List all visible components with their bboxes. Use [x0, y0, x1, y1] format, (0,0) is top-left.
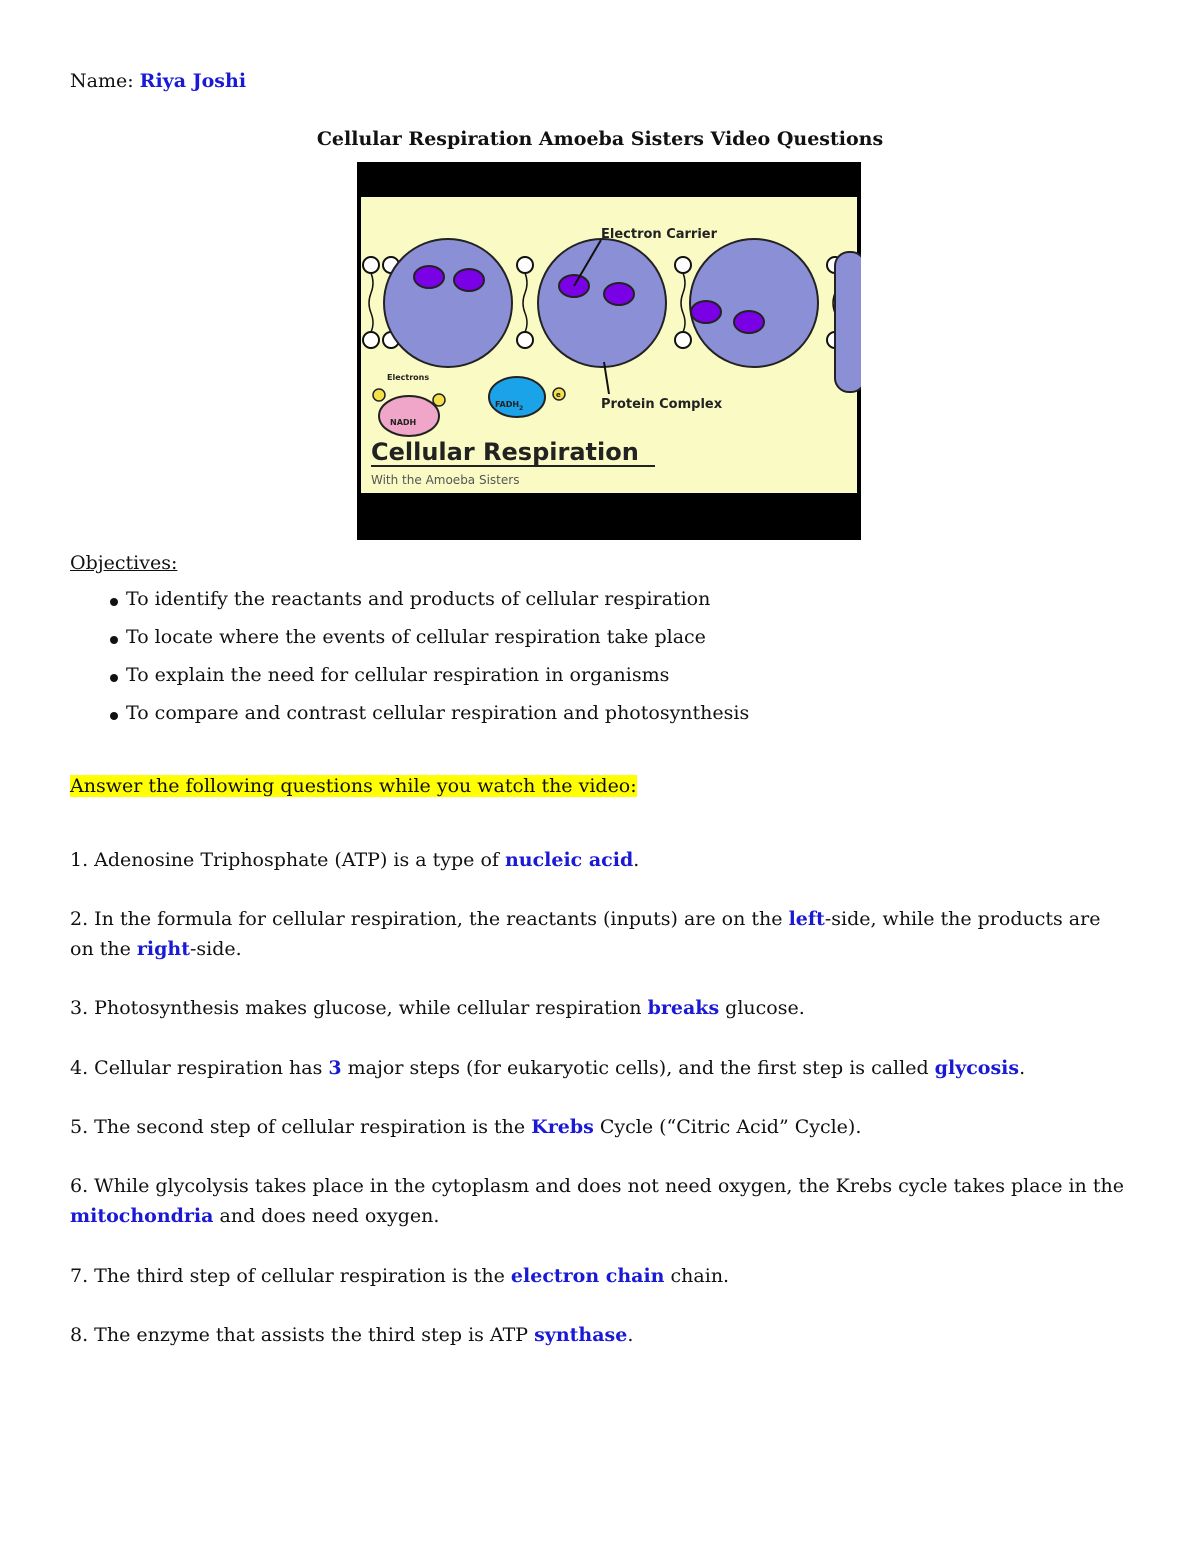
thumbnail-caption: Cellular Respiration [371, 438, 639, 466]
cellular-respiration-illustration [357, 162, 861, 540]
electrons-label: Electrons [387, 373, 430, 382]
instruction-line [70, 775, 637, 797]
video-thumbnail[interactable] [357, 162, 861, 540]
question-3: 3. Photosynthesis makes glucose, while cellular respiration breaks glucose. [70, 997, 805, 1019]
objective-item: To explain the need for cellular respiration in organisms [108, 664, 749, 702]
instruction-highlight: Answer the following questions while you watch the video: [70, 775, 637, 797]
name-value: Riya Joshi [139, 70, 247, 92]
bullet-icon [110, 674, 118, 682]
protein-complex-label: Protein Complex [601, 397, 723, 412]
name-line [70, 70, 246, 92]
objective-item: To compare and contrast cellular respiration and photosynthesis [108, 702, 749, 740]
objective-item: To locate where the events of cellular respiration take place [108, 626, 749, 664]
answer-3: breaks [647, 997, 720, 1019]
electron-carrier-label: Electron Carrier [601, 227, 718, 242]
question-2: 2. In the formula for cellular respiration, the reactants (inputs) are on the left-side, while the products are on the right-side. [70, 908, 1101, 960]
thumbnail-subcaption: With the Amoeba Sisters [371, 473, 520, 487]
answer-2a: left [788, 908, 825, 930]
objectives-heading: Objectives: [70, 552, 178, 574]
objectives-list [108, 588, 749, 740]
question-1: 1. Adenosine Triphosphate (ATP) is a type of nucleic acid. [70, 849, 640, 871]
question-7: 7. The third step of cellular respiration is the electron chain chain. [70, 1265, 730, 1287]
question-5: 5. The second step of cellular respiration is the Krebs Cycle (“Citric Acid” Cycle). [70, 1116, 862, 1138]
question-8: 8. The enzyme that assists the third step is ATP synthase. [70, 1324, 634, 1346]
answer-1: nucleic acid [504, 849, 634, 871]
answer-2b: right [136, 938, 190, 960]
answer-7: electron chain [510, 1265, 665, 1287]
question-4: 4. Cellular respiration has 3 major steps (for eukaryotic cells), and the first step is called glycosis. [70, 1057, 1026, 1079]
answer-6: mitochondria [70, 1205, 214, 1227]
bullet-icon [110, 712, 118, 720]
page-title: Cellular Respiration Amoeba Sisters Video Questions [316, 128, 884, 150]
bullet-icon [110, 598, 118, 606]
answer-8: synthase [534, 1324, 628, 1346]
question-6: 6. While glycolysis takes place in the cytoplasm and does not need oxygen, the Krebs cycle takes place in the mitochondria and does need oxygen. [70, 1175, 1124, 1227]
fadh-subscript: 2 [519, 405, 524, 412]
bullet-icon [110, 636, 118, 644]
fadh-label: FADH [495, 400, 520, 409]
name-label: Name: [70, 70, 134, 92]
objective-item: To identify the reactants and products of cellular respiration [108, 588, 749, 626]
answer-5: Krebs [531, 1116, 594, 1138]
electron-e-label: e [556, 391, 561, 399]
nadh-label: NADH [390, 418, 417, 427]
answer-4b: glycosis [934, 1057, 1020, 1079]
answer-4a: 3 [328, 1057, 342, 1079]
